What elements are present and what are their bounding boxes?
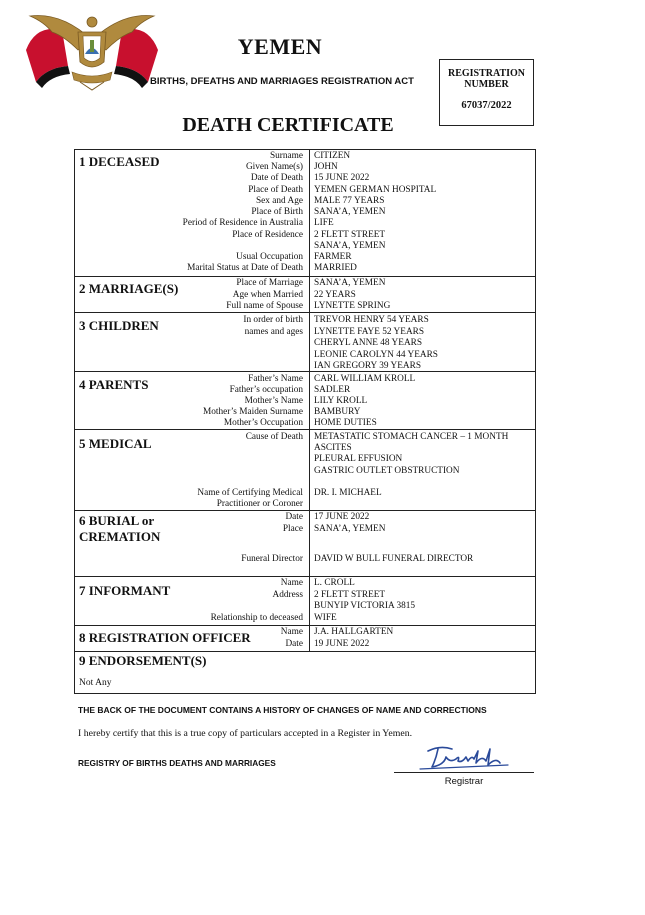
section-heading: 2 MARRIAGE(S) xyxy=(79,281,179,296)
field-label: Father’s occupation xyxy=(229,385,303,395)
field-label: Cause of Death xyxy=(245,432,303,442)
field-label: Place of Death xyxy=(248,185,303,195)
field-value: LYNETTE SPRING xyxy=(314,301,391,311)
act-name: BIRTHS, DFEATHS AND MARRIAGES REGISTRATION ACT xyxy=(150,76,414,87)
field-label: Father’s Name xyxy=(248,374,303,384)
field-label: Date xyxy=(285,639,303,649)
field-value: MALE 77 YEARS xyxy=(314,196,385,206)
field-value: YEMEN GERMAN HOSPITAL xyxy=(314,185,437,195)
section-deceased xyxy=(75,150,535,276)
field-label: Mother’s Name xyxy=(244,396,303,406)
field-value: FARMER xyxy=(314,252,352,262)
field-value: CARL WILLIAM KROLL xyxy=(314,374,416,384)
section-medical xyxy=(75,429,535,511)
field-label: Funeral Director xyxy=(241,554,303,564)
field-value: BUNYIP VICTORIA 3815 xyxy=(314,601,416,611)
list-item: LYNETTE FAYE 52 YEARS xyxy=(314,327,425,337)
section-registration-officer xyxy=(75,625,535,652)
section-heading: 7 INFORMANT xyxy=(79,583,171,598)
section-heading: 5 MEDICAL xyxy=(79,436,152,451)
field-value: LIFE xyxy=(314,218,334,228)
field-value: 19 JUNE 2022 xyxy=(314,639,370,649)
field-value: SANA’A, YEMEN xyxy=(314,524,386,534)
field-value: BAMBURY xyxy=(314,407,361,417)
field-value: MARRIED xyxy=(314,263,357,273)
field-label: Mother’s Maiden Surname xyxy=(202,407,303,417)
field-value: 2 FLETT STREET xyxy=(314,230,386,240)
field-value: DR. I. MICHAEL xyxy=(314,488,382,498)
field-value: SANA’A, YEMEN xyxy=(314,241,386,251)
field-value: LILY KROLL xyxy=(314,396,368,406)
field-label: Place of Birth xyxy=(251,207,303,217)
list-item: METASTATIC STOMACH CANCER – 1 MONTH xyxy=(314,432,509,442)
field-label: Usual Occupation xyxy=(236,252,303,262)
field-value: SANA’A, YEMEN xyxy=(314,207,386,217)
certification-statement: I hereby certify that this is a true copy of particulars accepted in a Register in Yemen. xyxy=(78,728,413,739)
field-label: Relationship to deceased xyxy=(210,613,303,623)
list-item: ASCITES xyxy=(314,443,352,453)
field-value: 17 JUNE 2022 xyxy=(314,512,370,522)
field-value: 22 YEARS xyxy=(314,290,356,300)
field-label: Place of Residence xyxy=(232,230,303,240)
field-value: J.A. HALLGARTEN xyxy=(314,627,394,637)
field-label: Date xyxy=(285,512,303,522)
field-label: Surname xyxy=(269,151,303,161)
list-item: PLEURAL EFFUSION xyxy=(314,454,403,464)
registration-number-box xyxy=(439,59,534,126)
field-label: Full name of Spouse xyxy=(226,301,303,311)
section-heading: 4 PARENTS xyxy=(79,377,149,392)
field-label: Name xyxy=(280,627,303,637)
field-label: Marital Status at Date of Death xyxy=(187,263,303,273)
field-label: Sex and Age xyxy=(256,196,303,206)
section-burial xyxy=(75,510,535,577)
field-label: Practitioner or Coroner xyxy=(216,499,303,509)
section-parents xyxy=(75,371,535,430)
registry-name: REGISTRY OF BIRTHS DEATHS AND MARRIAGES xyxy=(78,758,276,768)
registration-number: 67037/2022 xyxy=(461,100,512,111)
section-endorsement xyxy=(75,651,535,694)
document-title: DEATH CERTIFICATE xyxy=(182,114,394,136)
list-item: LEONIE CAROLYN 44 YEARS xyxy=(314,350,438,360)
signature-line xyxy=(394,772,534,773)
section-marriage xyxy=(75,276,535,313)
registrar-label: Registrar xyxy=(444,776,484,787)
list-item: TREVOR HENRY 54 YEARS xyxy=(314,315,429,325)
section-children xyxy=(75,312,535,372)
field-label: Address xyxy=(272,590,303,600)
field-value: JOHN xyxy=(314,162,338,172)
field-value: SANA’A, YEMEN xyxy=(314,278,386,288)
back-of-document-note: THE BACK OF THE DOCUMENT CONTAINS A HISTORY OF CHANGES OF NAME AND CORRECTIONS xyxy=(78,705,487,715)
field-value: WIFE xyxy=(314,613,337,623)
registration-label: REGISTRATION NUMBER xyxy=(447,68,526,90)
field-label: Name of Certifying Medical xyxy=(197,488,303,498)
field-label: In order of birth xyxy=(243,315,303,325)
field-label: Name xyxy=(280,578,303,588)
endorsement-value: Not Any xyxy=(79,678,112,688)
section-heading: 9 ENDORSEMENT(S) xyxy=(79,653,207,668)
section-heading: 8 REGISTRATION OFFICER xyxy=(79,630,251,645)
field-value: HOME DUTIES xyxy=(314,418,377,428)
field-label: Mother’s Occupation xyxy=(223,418,303,428)
field-label: Date of Death xyxy=(250,173,303,183)
registrar-signature xyxy=(400,743,530,773)
certificate-table xyxy=(74,149,536,694)
field-value: 2 FLETT STREET xyxy=(314,590,386,600)
field-label: names and ages xyxy=(244,327,303,337)
field-value: L. CROLL xyxy=(314,578,355,588)
section-heading: 3 CHILDREN xyxy=(79,318,159,333)
country-title: YEMEN xyxy=(237,34,323,59)
field-value: CITIZEN xyxy=(314,151,351,161)
field-label: Period of Residence in Australia xyxy=(182,218,303,228)
list-item: GASTRIC OUTLET OBSTRUCTION xyxy=(314,466,460,476)
section-heading: 6 BURIAL or CREMATION xyxy=(79,513,161,544)
coat-of-arms-emblem xyxy=(22,10,162,92)
list-item: IAN GREGORY 39 YEARS xyxy=(314,361,422,371)
section-heading: 1 DECEASED xyxy=(79,154,160,169)
field-value: DAVID W BULL FUNERAL DIRECTOR xyxy=(314,554,474,564)
list-item: CHERYL ANNE 48 YEARS xyxy=(314,338,423,348)
section-informant xyxy=(75,576,535,626)
field-label: Age when Married xyxy=(232,290,303,300)
field-value: 15 JUNE 2022 xyxy=(314,173,370,183)
field-label: Given Name(s) xyxy=(245,162,303,172)
field-label: Place xyxy=(282,524,303,534)
field-label: Place of Marriage xyxy=(236,278,303,288)
field-value: SADLER xyxy=(314,385,351,395)
